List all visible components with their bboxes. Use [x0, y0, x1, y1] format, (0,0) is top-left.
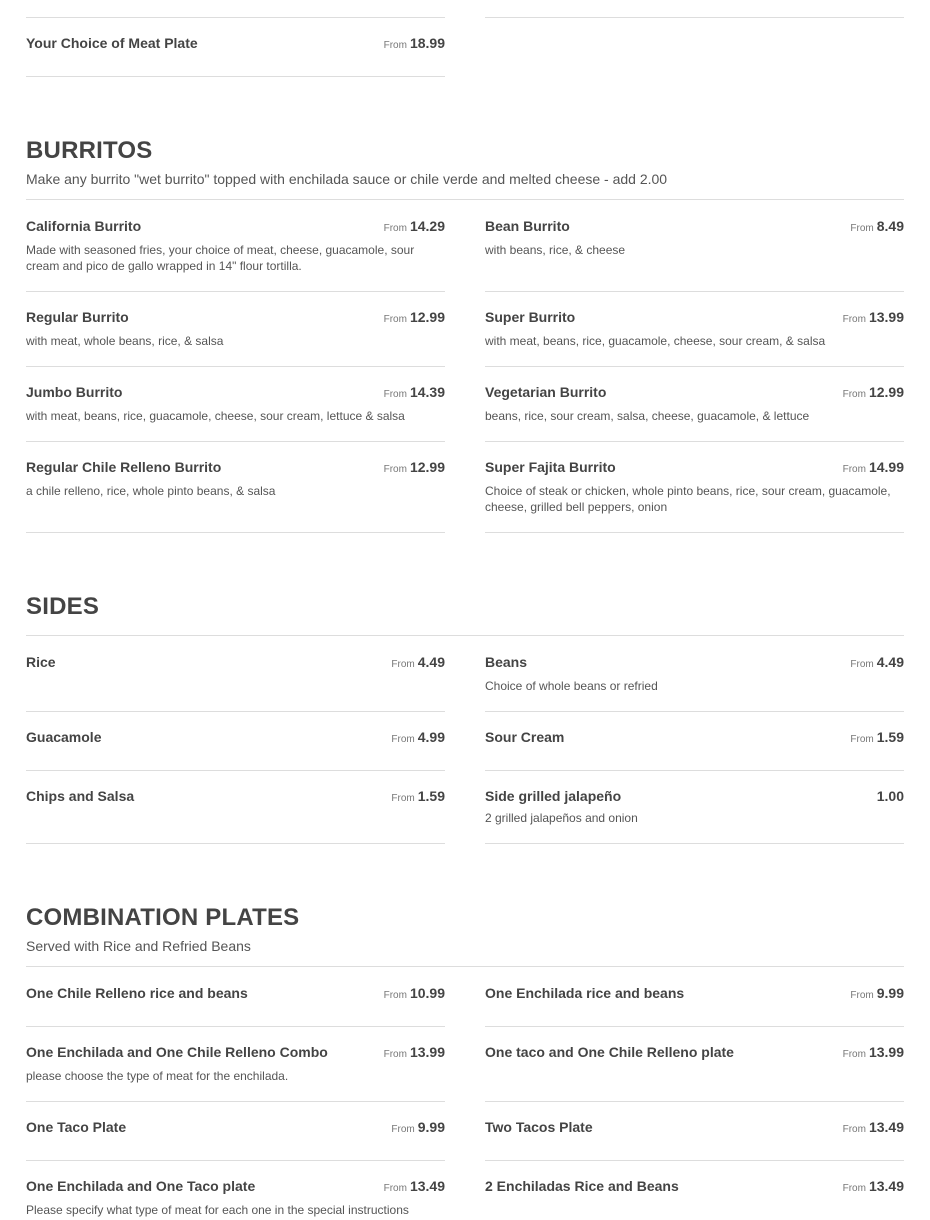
divider	[485, 1026, 904, 1027]
item-price	[850, 218, 904, 236]
item-price	[850, 985, 904, 1003]
item-name: One Enchilada rice and beans	[485, 985, 685, 1001]
price-from-label: From	[391, 1124, 415, 1135]
item-name: One Enchilada and One Chile Relleno Combo	[26, 1044, 328, 1060]
price-from-label: From	[842, 389, 866, 400]
item-price	[391, 729, 445, 747]
divider	[485, 366, 904, 367]
item-name: Vegetarian Burrito	[485, 384, 607, 400]
divider	[26, 843, 445, 844]
price-from-label: From	[850, 734, 874, 745]
price-from-label: From	[391, 793, 415, 804]
price-amount: 13.99	[409, 1044, 445, 1060]
item-price	[384, 1044, 445, 1062]
item-name: Jumbo Burrito	[26, 384, 123, 400]
divider	[26, 1160, 445, 1161]
item-name: Your Choice of Meat Plate	[26, 35, 198, 51]
divider	[26, 532, 445, 533]
item-price	[843, 1119, 904, 1137]
price-amount: 14.99	[868, 459, 904, 475]
divider	[485, 770, 904, 771]
item-name: California Burrito	[26, 218, 142, 234]
price-amount: 13.99	[868, 309, 904, 325]
item-name: One Enchilada and One Taco plate	[26, 1178, 256, 1194]
item-name: One Taco Plate	[26, 1119, 127, 1135]
divider	[26, 291, 445, 292]
divider	[485, 1101, 904, 1102]
item-name: Super Fajita Burrito	[485, 459, 616, 475]
item-price	[384, 35, 445, 53]
price-from-label: From	[383, 1183, 407, 1194]
item-name: Regular Burrito	[26, 309, 129, 325]
item-name: Bean Burrito	[485, 218, 570, 234]
item-name: One Chile Relleno rice and beans	[26, 985, 248, 1001]
item-name: 2 Enchiladas Rice and Beans	[485, 1178, 679, 1194]
price-amount: 1.59	[417, 788, 445, 804]
item-description: beans, rice, sour cream, salsa, cheese, guacamole, & lettuce	[485, 409, 810, 423]
section-title-combination-plates: COMBINATION PLATES	[26, 904, 300, 931]
divider	[26, 441, 445, 442]
item-description: with meat, beans, rice, guacamole, cheese, sour cream, lettuce & salsa	[26, 409, 405, 423]
price-from-label: From	[842, 1124, 866, 1135]
price-amount: 4.49	[417, 654, 445, 670]
divider	[485, 1160, 904, 1161]
item-description: 2 grilled jalapeños and onion	[485, 811, 638, 825]
item-name: Super Burrito	[485, 309, 576, 325]
item-price	[850, 729, 904, 747]
item-price	[391, 1119, 445, 1137]
price-amount: 14.29	[409, 218, 445, 234]
price-from-label: From	[383, 464, 407, 475]
item-price	[843, 1178, 904, 1196]
price-from-label: From	[850, 223, 874, 234]
item-description: please choose the type of meat for the enchilada.	[26, 1069, 289, 1083]
divider	[26, 76, 445, 77]
price-amount: 12.99	[409, 309, 445, 325]
section-divider	[26, 199, 904, 200]
divider	[26, 1101, 445, 1102]
item-description: Please specify what type of meat for each one in the special instructions	[26, 1203, 409, 1217]
section-divider	[26, 966, 904, 967]
price-from-label: From	[842, 464, 866, 475]
section-title-sides: SIDES	[26, 593, 100, 620]
item-price	[843, 459, 904, 477]
price-amount: 12.99	[868, 384, 904, 400]
item-name: Two Tacos Plate	[485, 1119, 593, 1135]
price-from-label: From	[391, 734, 415, 745]
price-amount: 18.99	[409, 35, 445, 51]
item-price	[843, 384, 904, 402]
price-from-label: From	[850, 990, 874, 1001]
divider	[485, 843, 904, 844]
price-from-label: From	[850, 659, 874, 670]
item-price	[843, 309, 904, 327]
price-from-label: From	[383, 990, 407, 1001]
item-price	[384, 384, 445, 402]
price-from-label: From	[842, 1049, 866, 1060]
section-subtitle-burritos: Make any burrito "wet burrito" topped with enchilada sauce or chile verde and melted cheese - add 2.00	[26, 171, 668, 187]
item-price	[384, 459, 445, 477]
item-description: Choice of whole beans or refried	[485, 679, 658, 693]
price-from-label: From	[383, 40, 407, 51]
price-from-label: From	[383, 389, 407, 400]
price-amount: 4.99	[417, 729, 445, 745]
item-name: Beans	[485, 654, 528, 670]
section-title-burritos: BURRITOS	[26, 137, 153, 164]
price-amount: 1.00	[876, 788, 904, 804]
divider	[485, 291, 904, 292]
item-name: Regular Chile Relleno Burrito	[26, 459, 222, 475]
item-price	[391, 654, 445, 672]
price-amount: 8.49	[876, 218, 904, 234]
price-amount: 1.59	[876, 729, 904, 745]
divider	[26, 366, 445, 367]
item-description: Choice of steak or chicken, whole pinto beans, rice, sour cream, guacamole, cheese, grilled bell peppers, onion	[485, 484, 891, 514]
price-amount: 10.99	[409, 985, 445, 1001]
divider	[485, 532, 904, 533]
divider	[26, 711, 445, 712]
price-from-label: From	[391, 659, 415, 670]
item-price	[843, 1044, 904, 1062]
price-amount: 13.49	[409, 1178, 445, 1194]
item-price	[391, 788, 445, 806]
item-description: with meat, whole beans, rice, & salsa	[26, 334, 224, 348]
divider	[485, 17, 904, 18]
price-from-label: From	[842, 314, 866, 325]
item-price	[384, 218, 445, 236]
section-subtitle-combination-plates: Served with Rice and Refried Beans	[26, 938, 251, 954]
item-price	[384, 309, 445, 327]
price-amount: 13.49	[868, 1119, 904, 1135]
price-amount: 13.49	[868, 1178, 904, 1194]
price-amount: 4.49	[876, 654, 904, 670]
item-name: Guacamole	[26, 729, 102, 745]
item-description: with meat, beans, rice, guacamole, cheese, sour cream, & salsa	[485, 334, 826, 348]
price-amount: 13.99	[868, 1044, 904, 1060]
item-price	[877, 788, 904, 806]
section-divider	[26, 635, 904, 636]
divider	[26, 1026, 445, 1027]
price-from-label: From	[383, 1049, 407, 1060]
item-description: Made with seasoned fries, your choice of meat, cheese, guacamole, sour cream and pico de gallo wrapped in 14" flour tortilla.	[26, 243, 415, 273]
price-from-label: From	[842, 1183, 866, 1194]
divider	[485, 441, 904, 442]
divider	[485, 711, 904, 712]
item-name: Chips and Salsa	[26, 788, 135, 804]
price-amount: 9.99	[876, 985, 904, 1001]
price-from-label: From	[383, 223, 407, 234]
item-name: One taco and One Chile Relleno plate	[485, 1044, 734, 1060]
item-name: Sour Cream	[485, 729, 565, 745]
item-name: Rice	[26, 654, 56, 670]
item-description: a chile relleno, rice, whole pinto beans, & salsa	[26, 484, 276, 498]
item-price	[384, 1178, 445, 1196]
price-amount: 14.39	[409, 384, 445, 400]
price-amount: 9.99	[417, 1119, 445, 1135]
item-name: Side grilled jalapeño	[485, 788, 622, 804]
item-description: with beans, rice, & cheese	[485, 243, 626, 257]
price-from-label: From	[383, 314, 407, 325]
item-price	[384, 985, 445, 1003]
item-price	[850, 654, 904, 672]
divider	[26, 17, 445, 18]
divider	[26, 770, 445, 771]
price-amount: 12.99	[409, 459, 445, 475]
